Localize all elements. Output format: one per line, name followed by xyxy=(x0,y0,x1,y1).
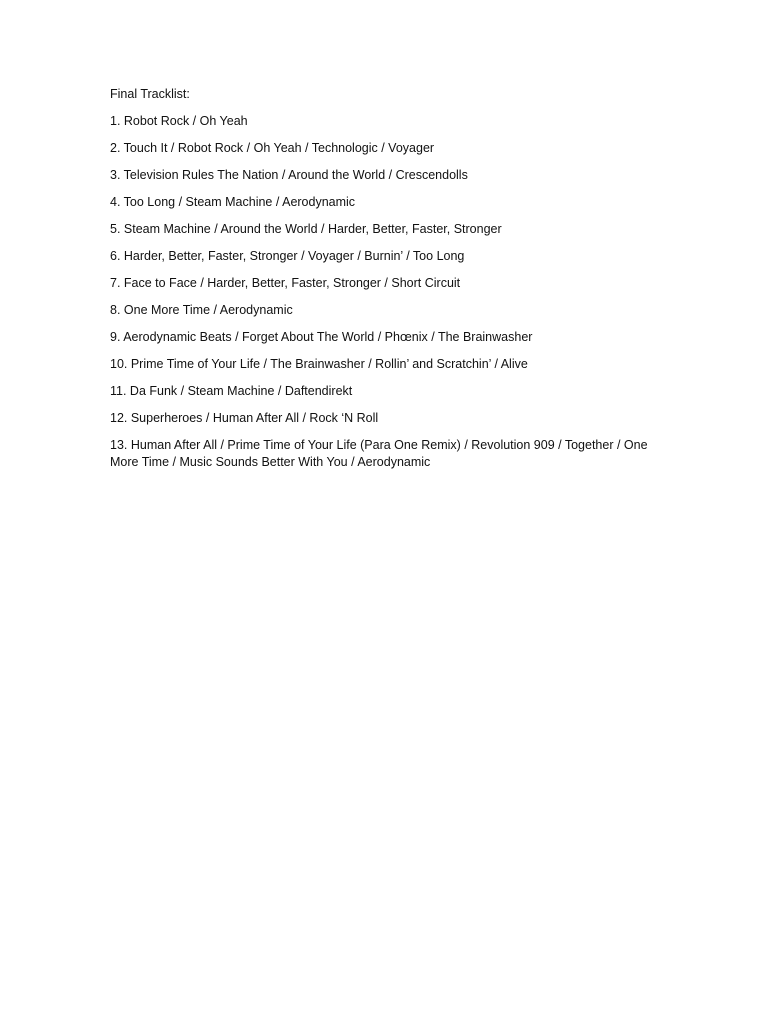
track-item-13: 13. Human After All / Prime Time of Your Life (Para One Remix) / Revolution 909 / Together / One More Time / Music Sounds Better With You / Aerodynamic xyxy=(110,438,648,469)
tracklist xyxy=(110,113,658,471)
track-item-1: 1. Robot Rock / Oh Yeah xyxy=(110,114,248,128)
track-item-7: 7. Face to Face / Harder, Better, Faster, Stronger / Short Circuit xyxy=(110,276,461,290)
track-item-8: 8. One More Time / Aerodynamic xyxy=(110,303,293,317)
track-item-6: 6. Harder, Better, Faster, Stronger / Voyager / Burnin’ / Too Long xyxy=(110,249,465,263)
track-item-11: 11. Da Funk / Steam Machine / Daftendirekt xyxy=(110,384,353,398)
track-item-9: 9. Aerodynamic Beats / Forget About The World / Phœnix / The Brainwasher xyxy=(110,330,533,344)
track-item-4: 4. Too Long / Steam Machine / Aerodynamic xyxy=(110,195,356,209)
track-item-3: 3. Television Rules The Nation / Around the World / Crescendolls xyxy=(110,168,468,182)
track-item-10: 10. Prime Time of Your Life / The Brainwasher / Rollin’ and Scratchin’ / Alive xyxy=(110,357,528,371)
track-item-5: 5. Steam Machine / Around the World / Harder, Better, Faster, Stronger xyxy=(110,222,502,236)
document-body xyxy=(110,86,658,481)
tracklist-heading: Final Tracklist: xyxy=(110,87,190,101)
track-item-12: 12. Superheroes / Human After All / Rock ‘N Roll xyxy=(110,411,379,425)
track-item-2: 2. Touch It / Robot Rock / Oh Yeah / Technologic / Voyager xyxy=(110,141,435,155)
